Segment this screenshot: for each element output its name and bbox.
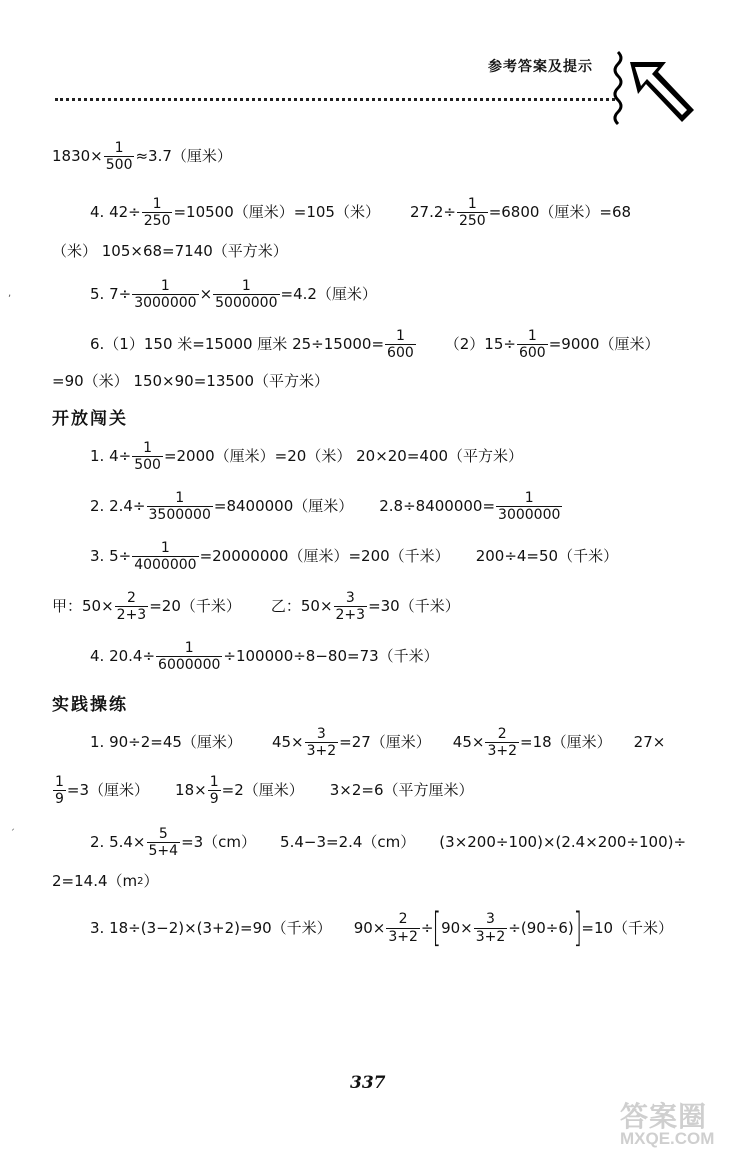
text: 乙：50× [270, 597, 333, 616]
denominator: 3+2 [306, 743, 337, 760]
text: 甲：50× [52, 597, 114, 616]
text: =10（千米） [581, 918, 674, 937]
fraction [517, 328, 548, 361]
text: =27（厘米） [339, 733, 431, 752]
equation-line-2 [90, 196, 631, 229]
scan-mark: , [8, 288, 12, 299]
denominator: 600 [387, 345, 414, 362]
fraction [132, 278, 198, 311]
fraction [485, 726, 519, 759]
equation-line-6 [52, 374, 329, 389]
denominator: 3500000 [148, 507, 211, 524]
text: =18（厘米） [520, 733, 612, 752]
denominator: 2+3 [116, 607, 147, 624]
numerator: 3 [486, 911, 495, 928]
numerator: 1 [143, 440, 153, 456]
text: 4. 42÷ [90, 203, 141, 222]
text: =8400000（厘米） [213, 497, 354, 516]
text: 1830× [52, 147, 103, 166]
fraction [496, 490, 562, 523]
fraction [142, 196, 173, 229]
page-number: 337 [350, 1073, 386, 1093]
text: 1. 4÷ [90, 447, 132, 466]
text: 2.8÷8400000= [379, 497, 496, 516]
fraction [334, 590, 368, 623]
equation-line-11 [90, 640, 439, 673]
numerator: 1 [395, 328, 405, 344]
denominator: 9 [55, 791, 64, 808]
numerator: 1 [175, 490, 185, 506]
text: 2=14.4（m [52, 872, 138, 890]
numerator: 1 [160, 540, 170, 556]
text: 4. 20.4÷ [90, 647, 156, 666]
superscript: 2 [137, 875, 144, 887]
text: （2）15÷ [444, 335, 516, 354]
text: =2000（厘米）=20（米） 20×20=400（平方米） [163, 447, 524, 466]
fraction [385, 328, 416, 361]
equation-line-9 [90, 540, 618, 573]
text: 3. 18÷(3−2)×(3+2)=90（千米） [90, 918, 332, 937]
right-bracket: ] [573, 905, 582, 951]
equation-line-14 [90, 826, 686, 859]
text: 1. 90÷2=45（厘米） [90, 733, 242, 752]
denominator: 500 [134, 457, 161, 474]
section-title-open: 开放闯关 [52, 409, 128, 429]
denominator: 3000000 [134, 295, 197, 312]
text: =2（厘米） [221, 781, 304, 800]
equation-line-4 [90, 278, 377, 311]
equation-line-3 [52, 244, 288, 259]
denominator: 9 [209, 791, 219, 808]
text: =20（千米） [149, 597, 241, 616]
equation-line-7 [90, 440, 523, 473]
fraction [132, 540, 198, 573]
text: =9000（厘米） [548, 335, 660, 354]
fraction [457, 196, 488, 229]
denominator: 5000000 [215, 295, 278, 312]
text: 90× [441, 918, 473, 937]
watermark-top: 答案圈 [620, 1100, 708, 1133]
text: 5.4−3=2.4（cm） [280, 833, 416, 852]
text: 45× [271, 733, 304, 752]
text: =30（千米） [368, 597, 460, 616]
fraction [156, 640, 222, 673]
text: 2. 5.4× [90, 833, 146, 852]
text: =90（米） 150×90=13500（平方米） [52, 372, 329, 390]
fraction [132, 440, 163, 473]
numerator: 5 [158, 826, 168, 842]
text: 5. 7÷ [90, 285, 132, 304]
text: 200÷4=50（千米） [475, 547, 619, 566]
equation-line-16 [90, 905, 674, 951]
text: ≈3.7（厘米） [135, 147, 232, 166]
left-bracket: [ [432, 905, 442, 951]
numerator: 1 [467, 196, 477, 212]
text: 45× [452, 733, 485, 752]
back-arrow-icon [608, 48, 698, 130]
text: =3（厘米） [66, 781, 150, 800]
equation-line-13 [52, 774, 474, 807]
fraction [104, 140, 135, 173]
text: =6800（厘米）=68 [488, 203, 632, 222]
fraction [53, 774, 66, 807]
denominator: 250 [143, 213, 171, 230]
denominator: 2+3 [335, 607, 366, 624]
denominator: 6000000 [158, 657, 221, 674]
numerator: 2 [398, 911, 408, 928]
denominator: 250 [458, 213, 486, 230]
numerator: 1 [527, 328, 537, 344]
numerator: 1 [152, 196, 162, 212]
numerator: 1 [160, 278, 170, 294]
text: =20000000（厘米）=200（千米） [199, 547, 450, 566]
text: =3（cm） [181, 833, 257, 852]
equation-line-10 [52, 590, 460, 623]
watermark-bottom: MXQE.COM [620, 1129, 715, 1148]
section-title-practice: 实践操练 [52, 695, 128, 715]
watermark [620, 1095, 750, 1150]
fraction [147, 826, 181, 859]
denominator: 3+2 [475, 928, 506, 945]
text: 3×2=6（平方厘米） [329, 781, 474, 800]
text: ÷(90÷6) [508, 918, 574, 937]
numerator: 3 [316, 726, 326, 742]
text: 27.2÷ [409, 203, 456, 222]
fraction [474, 911, 508, 944]
numerator: 3 [345, 590, 355, 606]
text: ÷ [420, 918, 434, 937]
text: 3. 5÷ [90, 547, 132, 566]
scan-mark: ˏ [10, 820, 15, 831]
equation-line-12 [90, 726, 665, 759]
denominator: 500 [105, 157, 133, 174]
text: （米） 105×68=7140（平方米） [52, 242, 288, 260]
header-title: 参考答案及提示 [488, 59, 593, 75]
numerator: 1 [241, 278, 251, 294]
numerator: 1 [55, 774, 64, 790]
text: (3×200÷100)×(2.4×200÷100)÷ [439, 833, 687, 852]
equation-line-1 [52, 140, 232, 173]
text: 27× [633, 733, 666, 752]
text: =4.2（厘米） [280, 285, 377, 304]
fraction [147, 490, 213, 523]
text: ） [143, 872, 159, 890]
text: 2. 2.4÷ [90, 497, 146, 516]
fraction [386, 911, 420, 944]
denominator: 5+4 [148, 843, 179, 860]
denominator: 3+2 [487, 743, 517, 760]
numerator: 1 [209, 774, 219, 790]
text: =10500（厘米）=105（米） [173, 203, 380, 222]
text: 18× [175, 781, 207, 800]
header-dotted-rule [55, 98, 615, 101]
denominator: 4000000 [134, 557, 197, 574]
fraction [213, 278, 279, 311]
fraction [305, 726, 339, 759]
text: × [199, 285, 213, 304]
denominator: 3+2 [388, 928, 418, 945]
numerator: 1 [114, 140, 124, 156]
numerator: 1 [524, 490, 534, 506]
equation-line-8 [90, 490, 563, 523]
equation-line-15 [52, 874, 159, 889]
denominator: 600 [518, 345, 546, 362]
denominator: 3000000 [498, 507, 561, 524]
numerator: 1 [184, 640, 194, 656]
numerator: 2 [497, 726, 507, 742]
text: 6.（1）150 米=15000 厘米 25÷15000= [90, 335, 385, 354]
text: ÷100000÷8−80=73（千米） [223, 647, 439, 666]
numerator: 2 [126, 590, 136, 606]
fraction [208, 774, 221, 807]
equation-line-5 [90, 328, 659, 361]
fraction [115, 590, 149, 623]
text: 90× [353, 918, 386, 937]
